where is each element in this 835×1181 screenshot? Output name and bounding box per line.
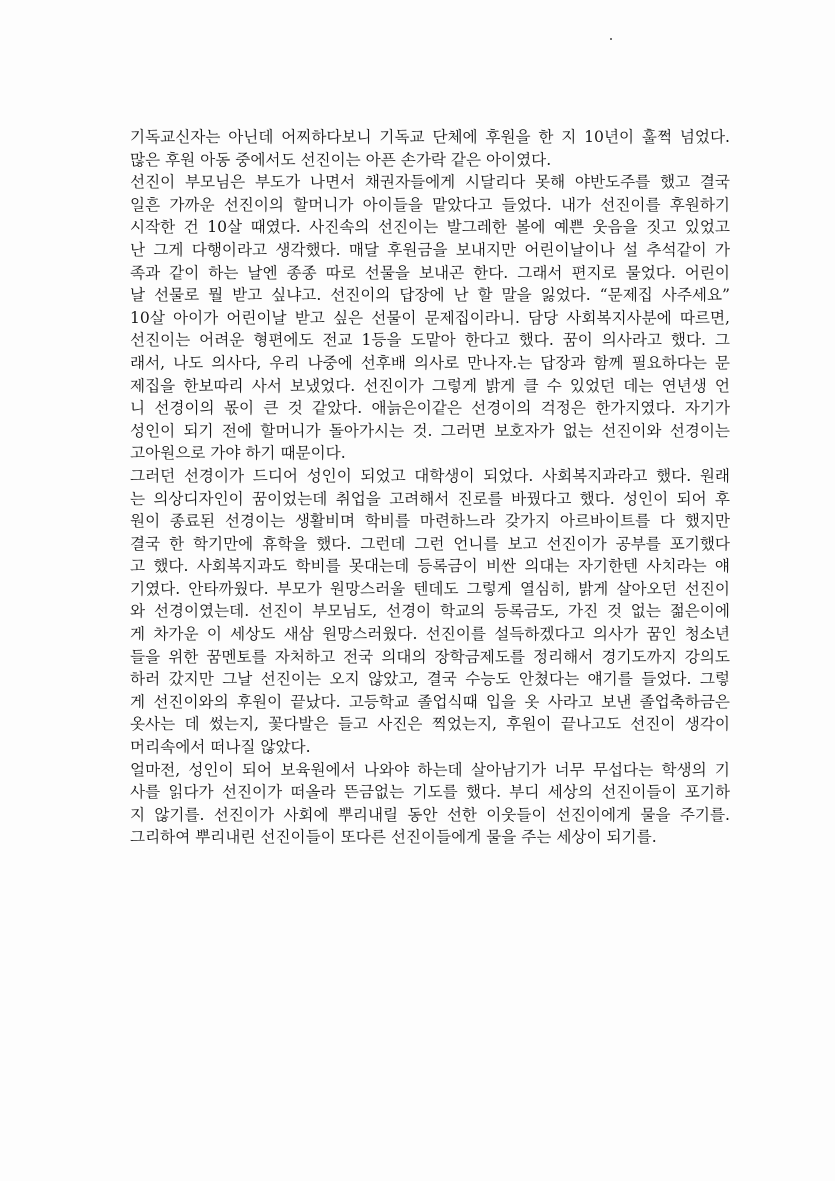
text-line: 옷사는 데 썼는지, 꽃다발은 들고 사진은 찍었는지, 후원이 끝나고도 선진이 생각이 (130, 715, 730, 734)
text-line: 기독교신자는 아닌데 어찌하다보니 기독교 단체에 후원을 한 지 10년이 훌쩍 넘었다. (130, 128, 730, 146)
text-line: 하러 갔지만 그날 선진이는 오지 않았고, 결국 수능도 안쳤다는 얘기를 들었다. 그렇 (130, 670, 730, 689)
text-line: 지 않기를. 선진이가 사회에 뿌리내릴 동안 선한 이웃들이 선진이에게 물을 주기를. (130, 805, 730, 824)
text-line: 고아원으로 가야 하기 때문이다. (130, 444, 346, 463)
text-line: 와 선경이였는데. 선진이 부모님도, 선경이 학교의 등록금도, 가진 것 없는 젊은이에 (130, 602, 730, 621)
scan-speck (610, 38, 612, 40)
text-line: 날 선물로 뭘 받고 싶냐고. 선진이의 답장에 난 할 말을 잃었다. “문제집 사주세요” (130, 286, 730, 305)
text-line: 니 선경이의 몫이 큰 것 같았다. 애늙은이같은 선경이의 걱정은 한가지였다. 자기가 (130, 399, 730, 418)
text-line: 선진이는 어려운 형편에도 전교 1등을 도맡아 한다고 했다. 꿈이 의사라고 했다. 그 (130, 331, 730, 350)
text-line: 기였다. 안타까웠다. 부모가 원망스러울 텐데도 그렇게 열심히, 밝게 살아오던 선진이 (130, 579, 730, 598)
text-line: 난 그게 다행이라고 생각했다. 매달 후원금을 보내지만 어린이날이나 설 추석같이 가 (130, 240, 730, 259)
text-line: 게 차가운 이 세상도 새삼 원망스러웠다. 선진이를 설득하겠다고 의사가 꿈인 청소년 (130, 625, 730, 644)
text-line: 원이 종료된 선경이는 생활비며 학비를 마련하느라 갖가지 아르바이트를 다 했지만 (130, 512, 730, 531)
text-line: 그러던 선경이가 드디어 성인이 되었고 대학생이 되었다. 사회복지과라고 했다. 원래 (130, 466, 730, 485)
text-line: 10살 아이가 어린이날 받고 싶은 선물이 문제집이라니. 담당 사회복지사분에 따르면, (130, 308, 730, 327)
essay-body (130, 126, 730, 849)
text-line: 일흔 가까운 선진이의 할머니가 아이들을 맡았다고 들었다. 내가 선진이를 후원하기 (130, 195, 730, 214)
text-line: 게 선진이와의 후원이 끝났다. 고등학교 졸업식때 입을 옷 사라고 보낸 졸업축하금은 (130, 692, 730, 711)
text-line: 들을 위한 꿈멘토를 자처하고 전국 의대의 장학금제도를 정리해서 경기도까지 강의도 (130, 647, 730, 666)
text-line: 얼마전, 성인이 되어 보육원에서 나와야 하는데 살아남기가 너무 무섭다는 학생의 기 (130, 760, 730, 779)
text-line: 시작한 건 10살 때였다. 사진속의 선진이는 발그레한 볼에 예쁜 웃음을 짓고 있었고 (130, 218, 730, 237)
text-line: 선진이 부모님은 부도가 나면서 채권자들에게 시달리다 못해 야반도주를 했고 결국 (130, 173, 730, 192)
text-line: 사를 읽다가 선진이가 떠올라 뜬금없는 기도를 했다. 부디 세상의 선진이들이 포기하 (130, 783, 730, 802)
text-line: 많은 후원 아동 중에서도 선진이는 아픈 손가락 같은 아이였다. (130, 150, 552, 169)
text-line: 고 했다. 사회복지과도 학비를 못대는데 등록금이 비싼 의대는 자기한텐 사치라는 얘 (130, 557, 730, 576)
text-line: 제집을 한보따리 사서 보냈었다. 선진이가 그렇게 밝게 클 수 있었던 데는 연년생 언 (130, 376, 730, 395)
text-line: 족과 같이 하는 날엔 종종 따로 선물을 보내곤 한다. 그래서 편지로 물었다. 어린이 (130, 263, 730, 282)
text-line: 는 의상디자인이 꿈이었는데 취업을 고려해서 진로를 바꿨다고 했다. 성인이 되어 후 (130, 489, 730, 508)
text-line: 래서, 나도 의사다, 우리 나중에 선후배 의사로 만나자.는 답장과 함께 필요하다는 문 (130, 353, 730, 372)
text-line: 성인이 되기 전에 할머니가 돌아가시는 것. 그러면 보호자가 없는 선진이와 선경이는 (130, 421, 730, 440)
text-line: 그리하여 뿌리내린 선진이들이 또다른 선진이들에게 물을 주는 세상이 되기를. (130, 828, 657, 847)
text-line: 머리속에서 떠나질 않았다. (130, 738, 311, 757)
text-line: 결국 한 학기만에 휴학을 했다. 그런데 그런 언니를 보고 선진이가 공부를 포기했다 (130, 534, 730, 553)
